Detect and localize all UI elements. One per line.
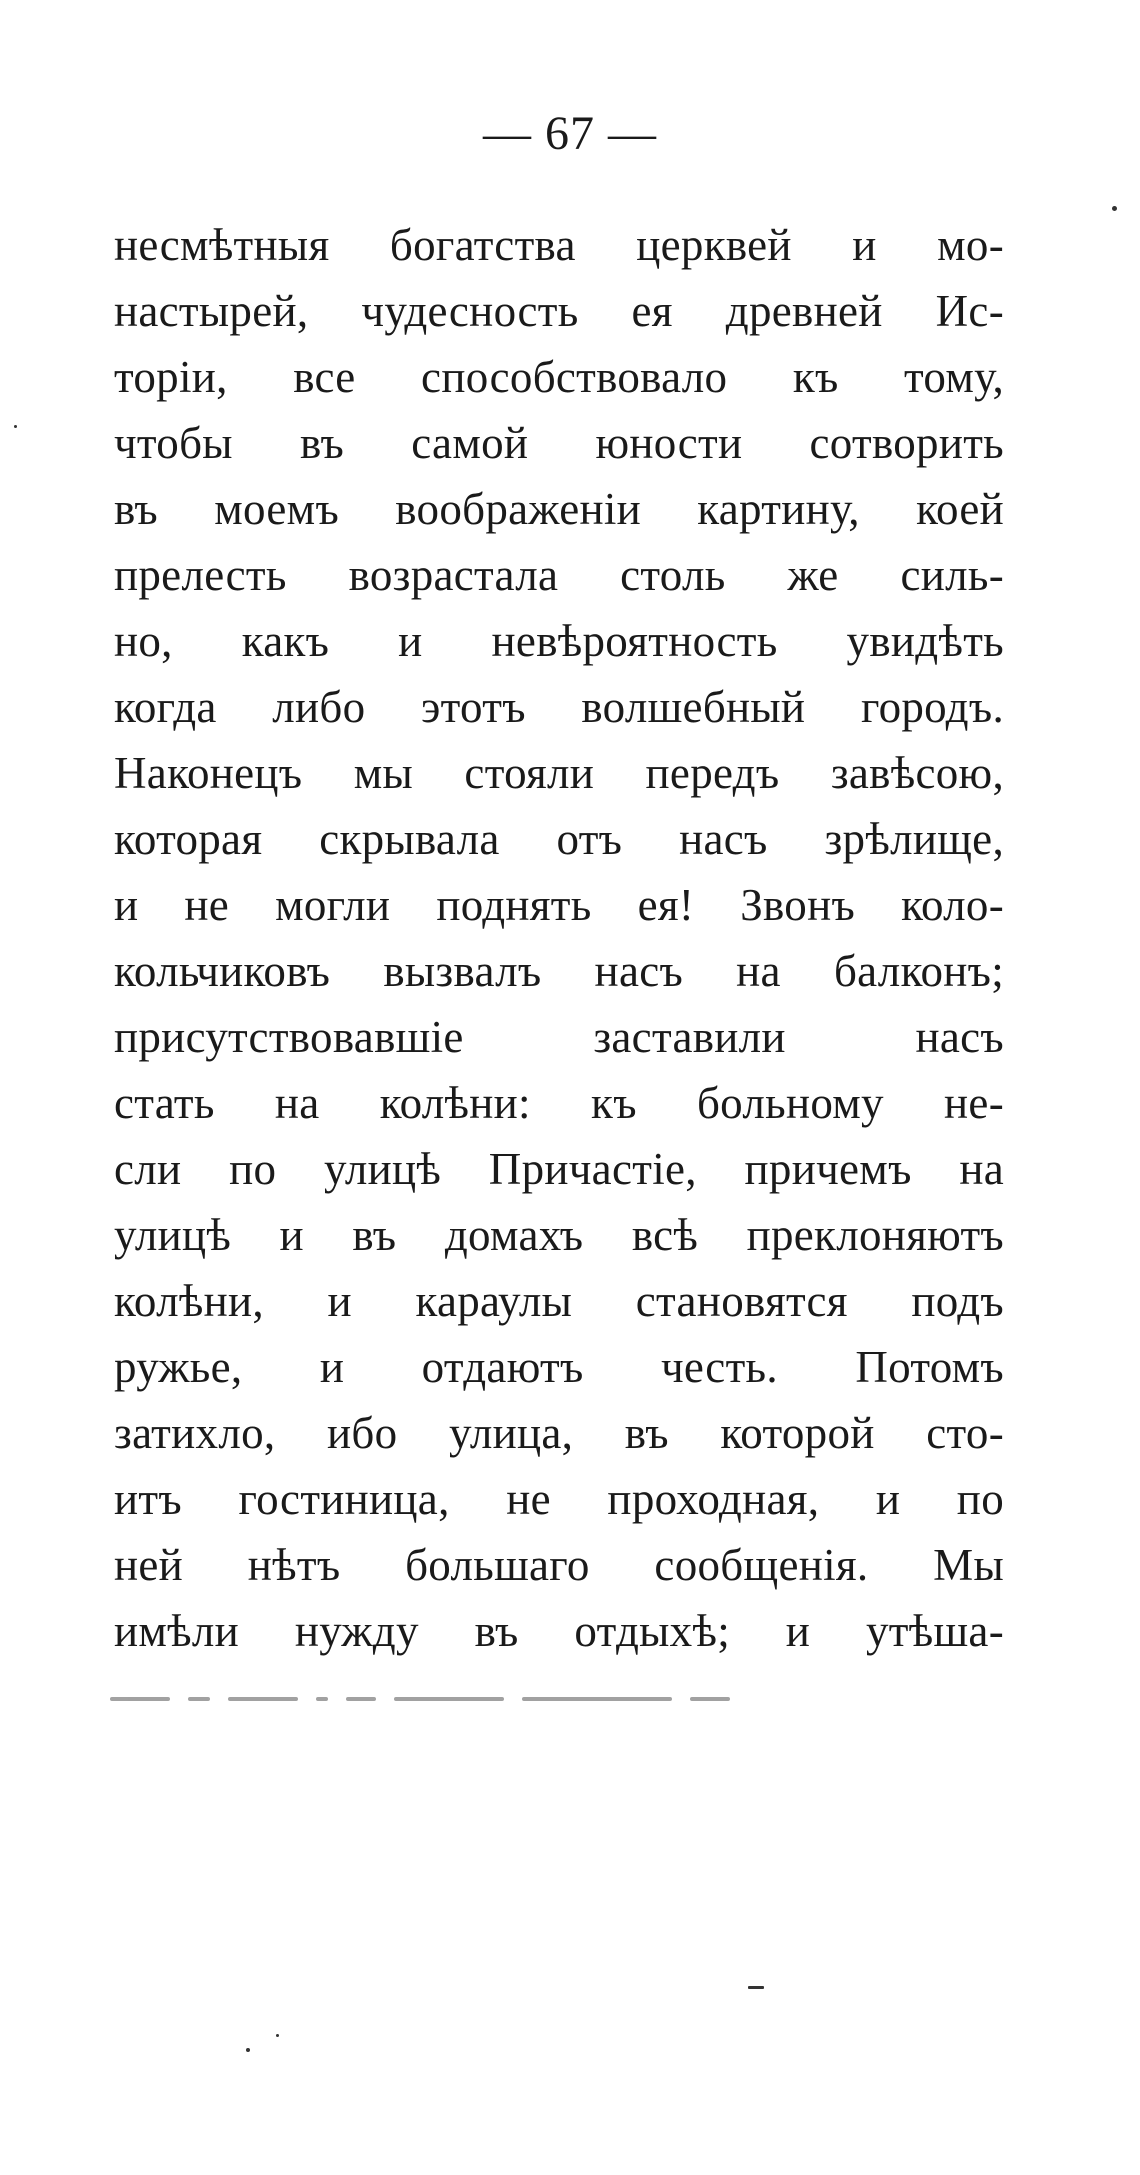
text-line: сли по улицѣ Причастіе, причемъ на [114, 1144, 1004, 1194]
page-number-header: — 67 — [483, 107, 657, 160]
text-line: улицѣ и въ домахъ всѣ преклоняютъ [114, 1210, 1004, 1260]
faded-illegible-line [110, 1690, 970, 1720]
text-line: торіи, все способствовало къ тому, [114, 352, 1004, 402]
text-line: чтобы въ самой юности сотворить [114, 418, 1004, 468]
print-speck [748, 1986, 764, 1989]
text-line: и не могли поднять ея! Звонъ коло- [114, 880, 1004, 930]
text-line: когда либо этотъ волшебный городъ. [114, 682, 1004, 732]
text-line: ней нѣтъ большаго сообщенія. Мы [114, 1540, 1004, 1590]
text-line: стать на колѣни: къ больному не- [114, 1078, 1004, 1128]
text-line: колѣни, и караулы становятся подъ [114, 1276, 1004, 1326]
text-line: настырей, чудесность ея древней Ис- [114, 286, 1004, 336]
text-line: въ моемъ воображеніи картину, коей [114, 484, 1004, 534]
text-line: прелесть возрастала столь же силь- [114, 550, 1004, 600]
text-line: кольчиковъ вызвалъ насъ на балконъ; [114, 946, 1004, 996]
print-speck [246, 2048, 250, 2052]
text-line: которая скрывала отъ насъ зрѣлище, [114, 814, 1004, 864]
text-line: Наконецъ мы стояли передъ завѣсою, [114, 748, 1004, 798]
text-line: но, какъ и невѣроятность увидѣть [114, 616, 1004, 666]
body-text [114, 212, 1004, 1664]
print-speck [14, 425, 17, 428]
text-line: присутствовавшіе заставили насъ [114, 1012, 1004, 1062]
text-line: итъ гостиница, не проходная, и по [114, 1474, 1004, 1524]
text-line: несмѣтныя богатства церквей и мо- [114, 220, 1004, 270]
text-line: имѣли нужду въ отдыхѣ; и утѣша- [114, 1606, 1004, 1656]
text-line: затихло, ибо улица, въ которой сто- [114, 1408, 1004, 1458]
text-line: ружье, и отдаютъ честь. Потомъ [114, 1342, 1004, 1392]
print-speck [276, 2034, 279, 2037]
print-speck [1112, 206, 1117, 211]
